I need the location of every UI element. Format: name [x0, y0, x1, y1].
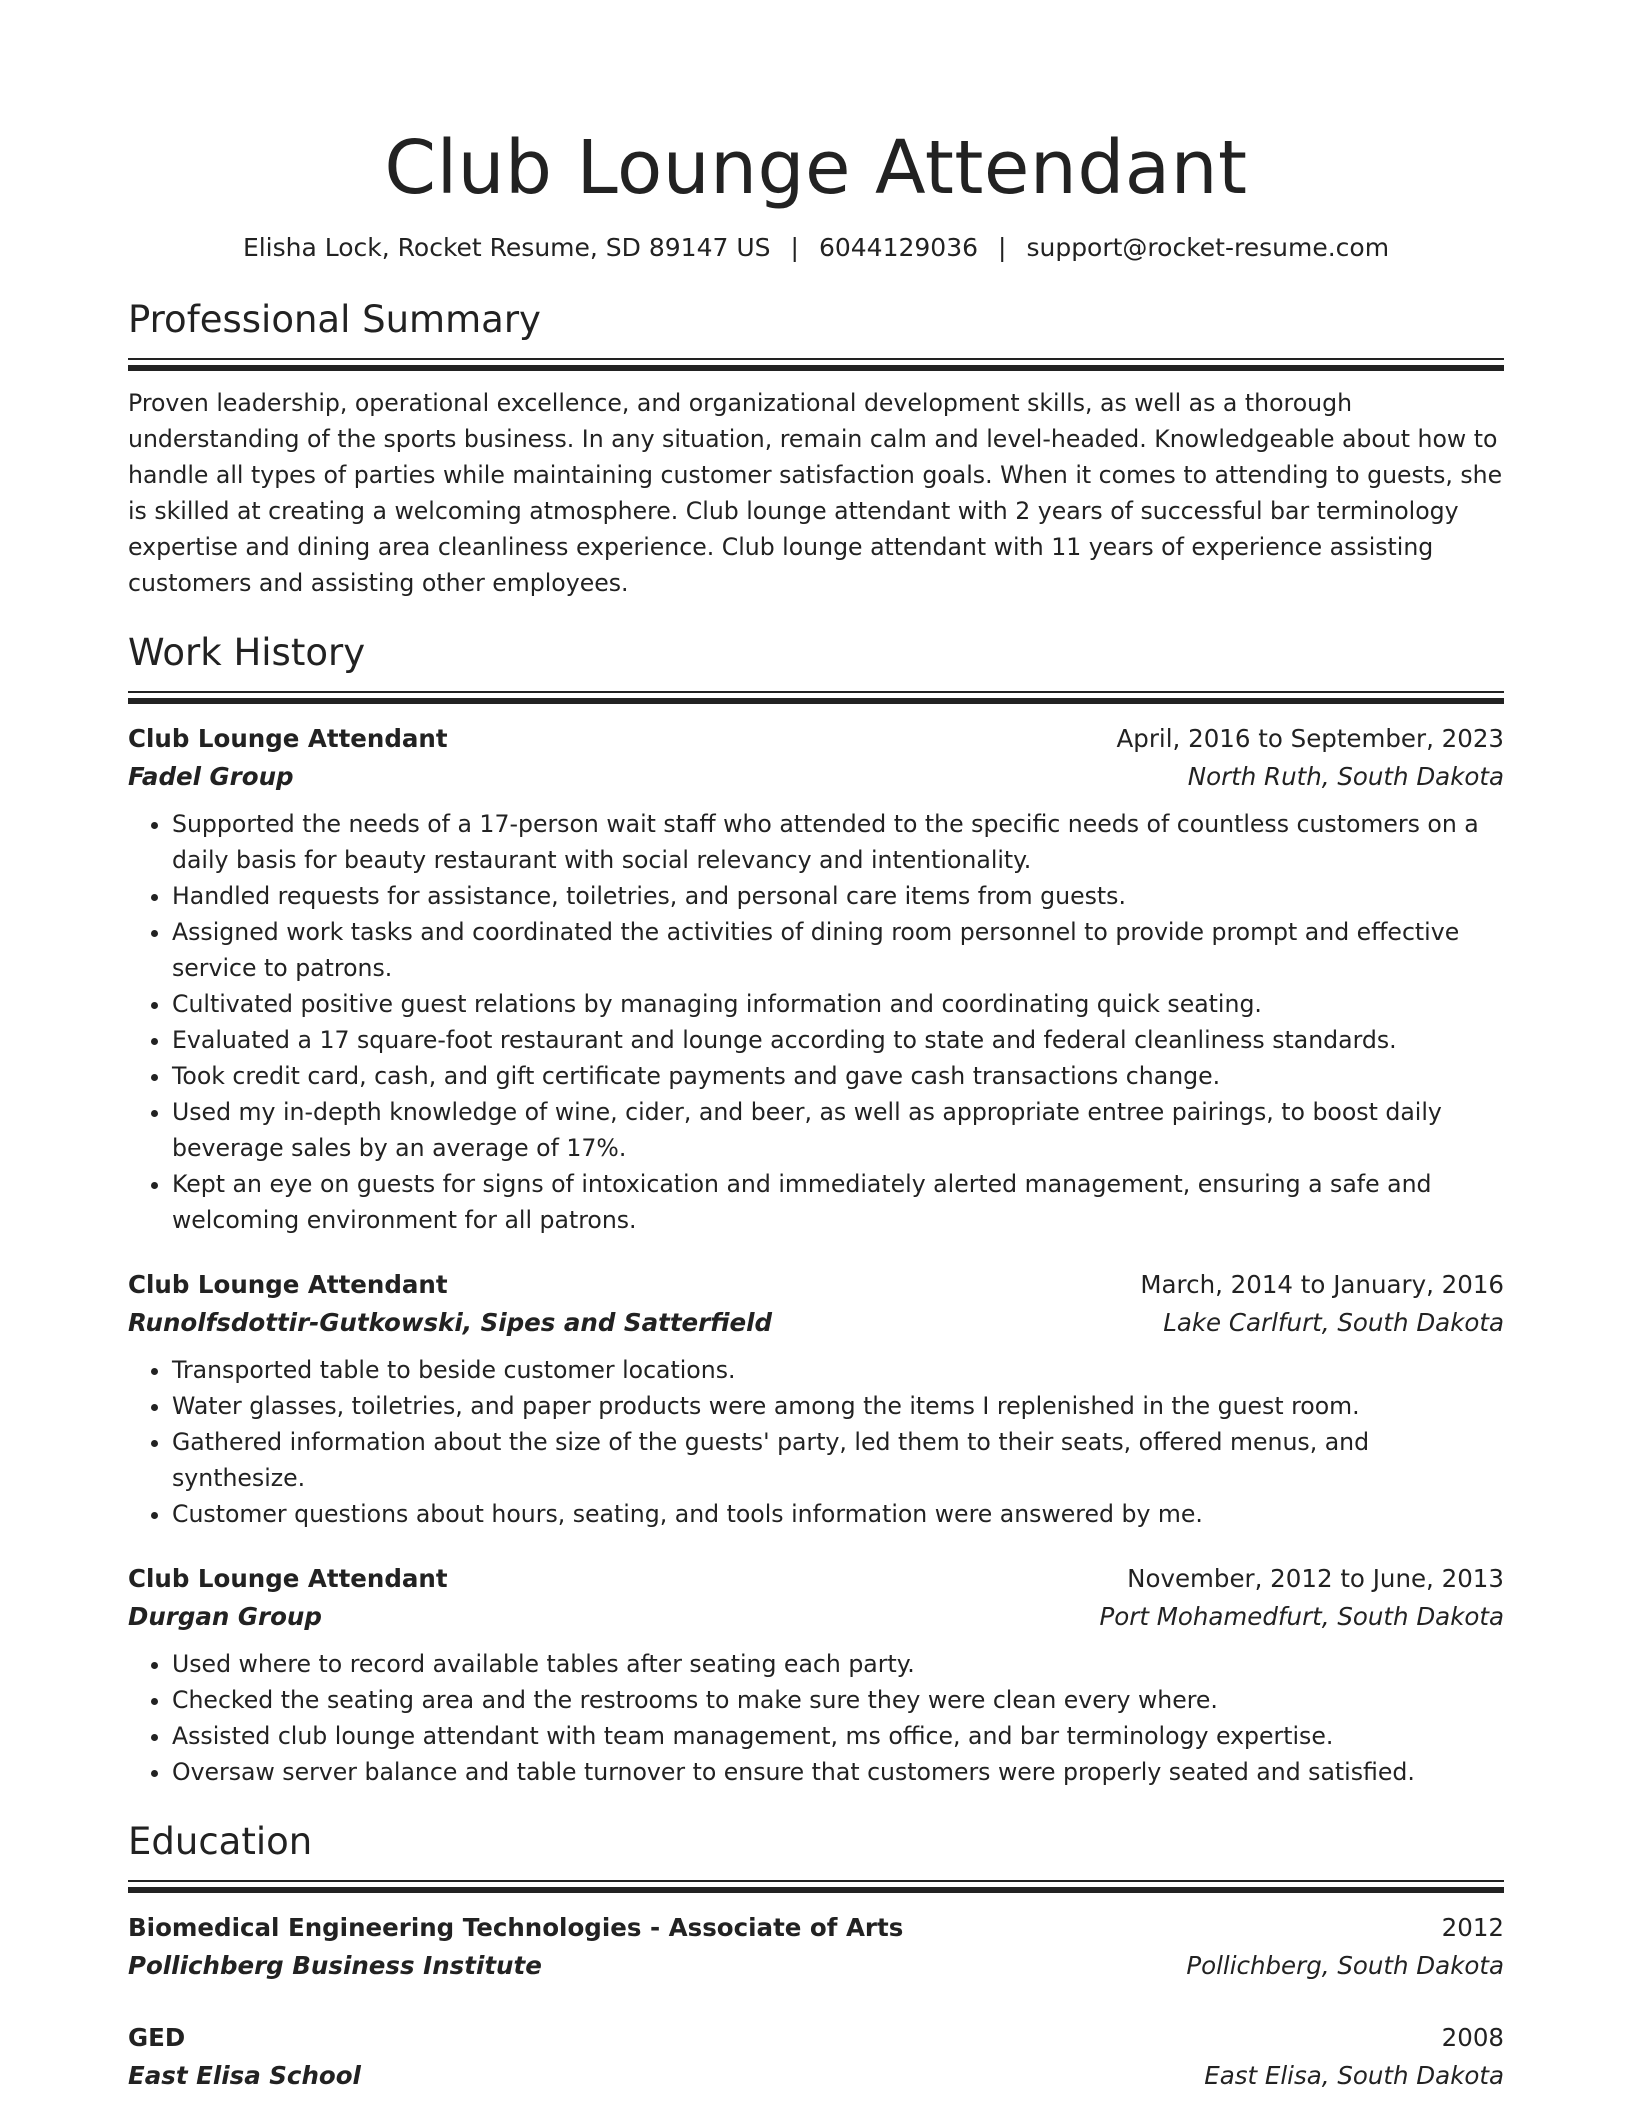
education-subheader-row — [128, 2057, 1504, 2095]
section-divider — [128, 358, 1504, 371]
section-heading-summary: Professional Summary — [128, 298, 541, 341]
education-location: East Elisa, South Dakota — [1204, 2061, 1504, 2090]
job-bullet: • Transported table to beside customer locations. — [172, 1352, 1504, 1388]
job-title: Club Lounge Attendant — [128, 1564, 448, 1593]
job-dates: November, 2012 to June, 2013 — [1127, 1564, 1504, 1593]
job-header-row — [128, 720, 1504, 758]
contact-separator: | — [998, 233, 1007, 262]
contact-phone: 6044129036 — [818, 233, 979, 262]
job-location: Port Mohamedfurt, South Dakota — [1099, 1602, 1504, 1631]
job-bullet: • Water glasses, toiletries, and paper products were among the items I replenished in the guest room. — [172, 1388, 1504, 1424]
education-header-row — [128, 1909, 1504, 1947]
job-title: Club Lounge Attendant — [128, 1270, 448, 1299]
job-subheader-row — [128, 1598, 1504, 1636]
job-dates: April, 2016 to September, 2023 — [1116, 724, 1504, 753]
education-year: 2008 — [1441, 2023, 1504, 2052]
job-bullet: • Oversaw server balance and table turnover to ensure that customers were properly seated and satisfied. — [172, 1754, 1504, 1790]
job-bullet: • Assisted club lounge attendant with team management, ms office, and bar terminology expertise. — [172, 1718, 1504, 1754]
education-entry — [128, 2019, 1504, 2095]
job-bullet: • Used where to record available tables after seating each party. — [172, 1646, 1504, 1682]
job-bullet: • Cultivated positive guest relations by managing information and coordinating quick seating. — [172, 986, 1504, 1022]
education-location: Pollichberg, South Dakota — [1186, 1951, 1504, 1980]
education-section — [128, 1816, 1504, 2095]
section-heading-work-history: Work History — [128, 631, 366, 674]
job-bullet: • Assigned work tasks and coordinated the activities of dining room personnel to provide prompt and effective service to patrons. — [172, 914, 1504, 986]
job-title: Club Lounge Attendant — [128, 724, 448, 753]
resume-title: Club Lounge Attendant — [384, 125, 1248, 211]
job-bullet: • Used my in-depth knowledge of wine, cider, and beer, as well as appropriate entree pairings, to boost daily beverage sales by an average of 17%. — [172, 1094, 1504, 1166]
education-school: Pollichberg Business Institute — [128, 1951, 542, 1980]
section-heading-education: Education — [128, 1820, 313, 1863]
contact-address: Elisha Lock, Rocket Resume, SD 89147 US — [242, 233, 771, 262]
job-subheader-row — [128, 758, 1504, 796]
contact-email: support@rocket-resume.com — [1026, 233, 1390, 262]
job-bullet: • Kept an eye on guests for signs of intoxication and immediately alerted management, ensuring a safe and welcoming environment for all patrons. — [172, 1166, 1504, 1238]
education-degree: Biomedical Engineering Technologies - Associate of Arts — [128, 1913, 904, 1942]
job-bullet: • Gathered information about the size of the guests' party, led them to their seats, offered menus, and synthesize. — [172, 1424, 1504, 1496]
contact-line — [128, 230, 1504, 266]
education-header-row — [128, 2019, 1504, 2057]
education-year: 2012 — [1441, 1913, 1504, 1942]
resume-page — [128, 112, 1504, 2095]
job-bullet: • Took credit card, cash, and gift certificate payments and gave cash transactions change. — [172, 1058, 1504, 1094]
job-entry — [128, 1266, 1504, 1532]
job-bullet: • Checked the seating area and the restrooms to make sure they were clean every where. — [172, 1682, 1504, 1718]
job-header-row — [128, 1266, 1504, 1304]
job-location: North Ruth, South Dakota — [1187, 762, 1504, 791]
job-company: Durgan Group — [128, 1602, 322, 1631]
contact-separator: | — [790, 233, 799, 262]
job-bullet: • Supported the needs of a 17-person wait staff who attended to the specific needs of countless customers on a daily basis for beauty restaurant with social relevancy and intentionality. — [172, 806, 1504, 878]
job-bullet-list — [128, 806, 1504, 1238]
education-degree: GED — [128, 2023, 186, 2052]
section-divider — [128, 1880, 1504, 1893]
education-subheader-row — [128, 1947, 1504, 1985]
job-dates: March, 2014 to January, 2016 — [1140, 1270, 1504, 1299]
job-entry — [128, 720, 1504, 1238]
job-bullet-list — [128, 1352, 1504, 1532]
job-company: Fadel Group — [128, 762, 294, 791]
job-location: Lake Carlfurt, South Dakota — [1163, 1308, 1504, 1337]
job-bullet: • Evaluated a 17 square-foot restaurant and lounge according to state and federal cleanliness standards. — [172, 1022, 1504, 1058]
section-divider — [128, 691, 1504, 704]
job-bullet: • Customer questions about hours, seating, and tools information were answered by me. — [172, 1496, 1504, 1532]
job-entry — [128, 1560, 1504, 1790]
job-bullet: • Handled requests for assistance, toiletries, and personal care items from guests. — [172, 878, 1504, 914]
job-header-row — [128, 1560, 1504, 1598]
job-subheader-row — [128, 1304, 1504, 1342]
job-bullet-list — [128, 1646, 1504, 1790]
summary-text: Proven leadership, operational excellence, and organizational development skills, as well as a thorough understanding of the sports business. In any situation, remain calm and level-headed. Knowledgeable about how to handle all types of parties while maintaining customer satisfaction goals. When it comes to attending to guests, she is skilled at creating a welcoming atmosphere. Club lounge attendant with 2 years of successful bar terminology expertise and dining area cleanliness experience. Club lounge attendant with 11 years of experience assisting customers and assisting other employees. — [128, 389, 1503, 597]
job-company: Runolfsdottir-Gutkowski, Sipes and Satterfield — [128, 1308, 773, 1337]
work-history-section — [128, 627, 1504, 1790]
education-school: East Elisa School — [128, 2061, 361, 2090]
summary-section — [128, 294, 1504, 601]
education-entry — [128, 1909, 1504, 1985]
